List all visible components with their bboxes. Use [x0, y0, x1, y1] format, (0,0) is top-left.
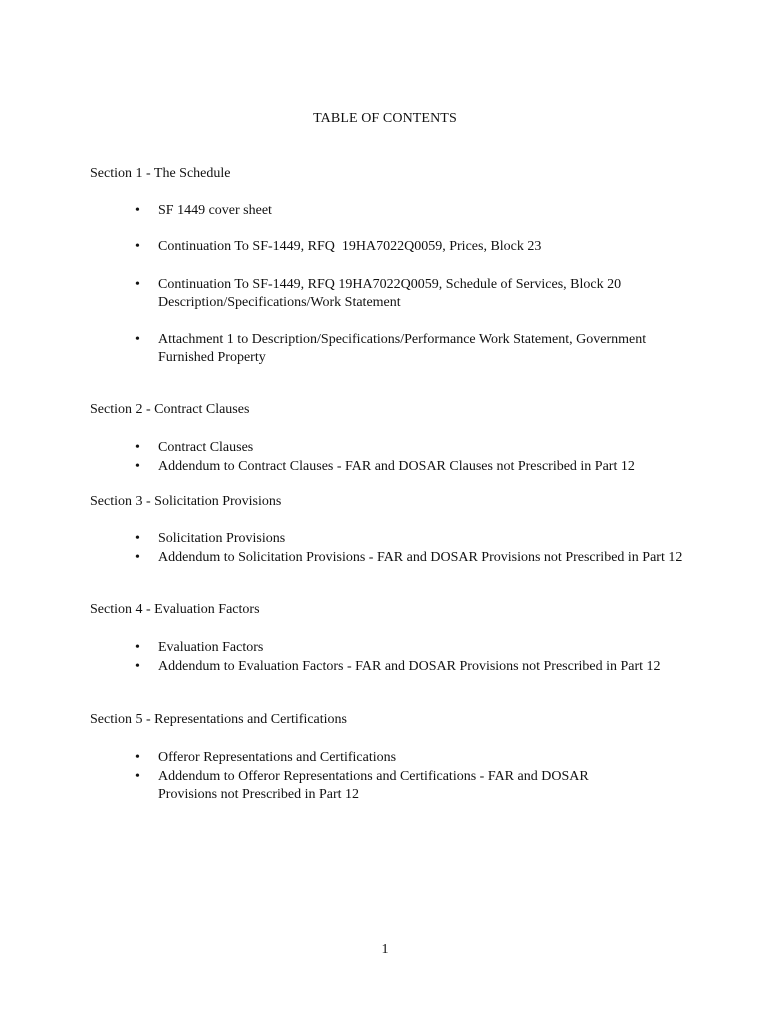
list-item-text: Continuation To SF-1449, RFQ 19HA7022Q0059, Prices, Block 23 [158, 239, 542, 254]
bullet-icon: • [135, 659, 140, 674]
list-item-text: Addendum to Contract Clauses - FAR and DOSAR Clauses not Prescribed in Part 12 [158, 459, 635, 474]
section-heading-2: Section 2 - Contract Clauses [90, 402, 250, 417]
section-heading-5: Section 5 - Representations and Certifications [90, 712, 347, 727]
bullet-icon: • [135, 459, 140, 474]
list-item [135, 276, 698, 312]
list-item-text: Offeror Representations and Certifications [158, 750, 397, 765]
list-item [135, 202, 698, 220]
list-item [135, 458, 718, 476]
list-item-text: Addendum to Offeror Representations and Certifications - FAR and DOSAR Provisions not Prescribed in Part 12 [158, 769, 589, 802]
bullet-icon: • [135, 550, 140, 565]
bullet-icon: • [135, 239, 140, 254]
list-item-text: SF 1449 cover sheet [158, 203, 272, 218]
page-title: TABLE OF CONTENTS [313, 111, 457, 126]
bullet-icon: • [135, 769, 140, 784]
list-item-text: Addendum to Solicitation Provisions - FAR and DOSAR Provisions not Prescribed in Part 12 [158, 550, 683, 565]
list-item-text: Evaluation Factors [158, 640, 264, 655]
list-item-text: Contract Clauses [158, 440, 254, 455]
section-heading-3: Section 3 - Solicitation Provisions [90, 494, 282, 509]
list-item [135, 768, 648, 804]
bullet-icon: • [135, 531, 140, 546]
list-item [135, 530, 698, 548]
list-item [135, 658, 668, 676]
bullet-icon: • [135, 332, 140, 347]
list-item-text: Solicitation Provisions [158, 531, 286, 546]
list-item [135, 439, 698, 457]
bullet-icon: • [135, 440, 140, 455]
bullet-icon: • [135, 277, 140, 292]
bullet-icon: • [135, 640, 140, 655]
list-item [135, 639, 698, 657]
page-number: 1 [381, 942, 389, 957]
list-item [135, 549, 698, 567]
list-item-text: Addendum to Evaluation Factors - FAR and DOSAR Provisions not Prescribed in Part 12 [158, 659, 661, 674]
list-item [135, 238, 698, 256]
section-heading-1: Section 1 - The Schedule [90, 166, 231, 181]
bullet-icon: • [135, 750, 140, 765]
list-item [135, 749, 698, 767]
list-item-text: Continuation To SF-1449, RFQ 19HA7022Q0059, Schedule of Services, Block 20 Description/Specifications/Work Statement [158, 277, 622, 310]
bullet-icon: • [135, 203, 140, 218]
list-item-text: Attachment 1 to Description/Specifications/Performance Work Statement, Government Furnished Property [158, 332, 647, 365]
section-heading-4: Section 4 - Evaluation Factors [90, 602, 260, 617]
list-item [135, 331, 698, 367]
